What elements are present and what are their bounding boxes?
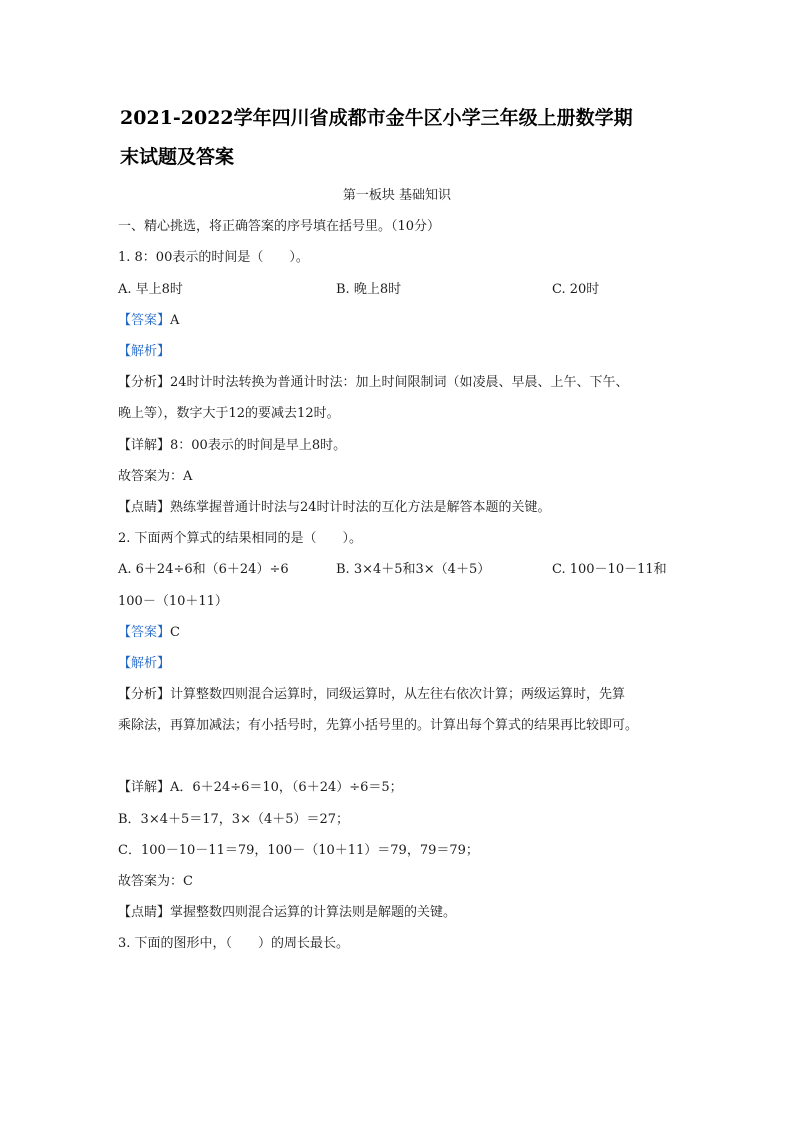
fenxi-tag: 【分析】 — [118, 687, 171, 702]
q1-answer — [118, 312, 688, 330]
fenxi-text: 24时计时法转换为普通计时法：加上时间限制词（如凌晨、早晨、上午、下午、 — [170, 375, 629, 390]
dianjing-tag: 【点睛】 — [118, 905, 171, 920]
q2-analysis-tag: 【解析】 — [118, 656, 171, 671]
answer-tag: 【答案】 — [118, 313, 171, 328]
answer-value: C — [170, 625, 180, 640]
fenxi-tag: 【分析】 — [118, 375, 171, 390]
q2-fenxi-line2: 乘除法，再算加减法；有小括号时，先算小括号里的。计算出每个算式的结果再比较即可。 — [118, 718, 639, 733]
doc-title-line2: 末试题及答案 — [120, 146, 235, 168]
q2-option-b: B. 3×4＋5和3×（4＋5） — [336, 562, 491, 577]
q2-option-cont: 100－（10＋11） — [118, 594, 228, 609]
q2-fenxi — [118, 686, 688, 704]
q1-analysis-tag: 【解析】 — [118, 344, 171, 359]
dianjing-text: 熟练掌握普通计时法与24时计时法的互化方法是解答本题的关键。 — [170, 500, 551, 515]
q1-dianjing — [118, 499, 688, 517]
q1-option-c: C. 20时 — [552, 282, 600, 297]
q2-answer — [118, 624, 688, 642]
q3-stem: 3. 下面的图形中，（ ）的周长最长。 — [118, 936, 350, 951]
xiangjie-text: 8：00表示的时间是早上8时。 — [170, 438, 347, 453]
fenxi-text: 计算整数四则混合运算时，同级运算时，从左往右依次计算；两级运算时，先算 — [170, 687, 626, 702]
q1-fenxi — [118, 374, 688, 392]
xiangjie-text-a: A．6＋24÷6＝10，（6＋24）÷6＝5； — [170, 780, 403, 795]
q2-conclusion: 故答案为：C — [118, 874, 193, 889]
q2-option-c: C. 100－10－11和 — [552, 562, 667, 577]
q1-conclusion: 故答案为：A — [118, 469, 193, 484]
q1-stem: 1. 8：00表示的时间是（ ）。 — [118, 250, 309, 265]
q1-option-b: B. 晚上8时 — [336, 282, 402, 297]
section-heading: 第一板块 基础知识 — [342, 188, 452, 203]
q2-option-a: A. 6＋24÷6和（6＋24）÷6 — [118, 562, 289, 577]
q2-xiangjie-b: B．3×4＋5＝17，3×（4＋5）＝27； — [118, 812, 350, 827]
q2-dianjing — [118, 904, 688, 922]
doc-title-line1: 2021-2022学年四川省成都市金牛区小学三年级上册数学期 — [120, 107, 633, 129]
q1-option-a: A. 早上8时 — [118, 282, 183, 297]
q1-xiangjie — [118, 437, 688, 455]
dianjing-tag: 【点睛】 — [118, 500, 171, 515]
answer-value: A — [170, 313, 180, 328]
q1-fenxi-line2: 晚上等），数字大于12的要减去12时。 — [118, 406, 340, 421]
xiangjie-tag: 【详解】 — [118, 438, 171, 453]
part-heading: 一、精心挑选，将正确答案的序号填在括号里。（10分） — [118, 219, 441, 234]
xiangjie-tag: 【详解】 — [118, 780, 171, 795]
q2-stem: 2. 下面两个算式的结果相同的是（ ）。 — [118, 531, 363, 546]
q2-xiangjie-c: C．100－10－11＝79，100－（10＋11）＝79，79＝79； — [118, 843, 479, 858]
dianjing-text: 掌握整数四则混合运算的计算法则是解题的关键。 — [170, 905, 457, 920]
q2-xiangjie — [118, 779, 688, 797]
answer-tag: 【答案】 — [118, 625, 171, 640]
